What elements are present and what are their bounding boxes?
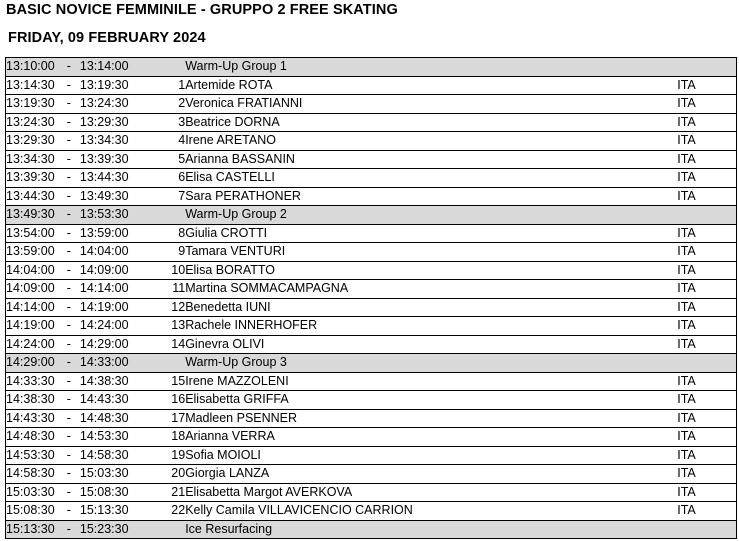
schedule-skater-row [6, 243, 737, 262]
time-separator: - [67, 317, 80, 336]
skater-name: Giorgia LANZA [185, 465, 677, 484]
end-time: 13:19:30 [80, 76, 161, 95]
end-time: 15:23:30 [80, 520, 161, 539]
end-time: 14:58:30 [80, 446, 161, 465]
schedule-skater-row [6, 502, 737, 521]
nation: ITA [677, 243, 736, 262]
skater-name: Martina SOMMACAMPAGNA [185, 280, 677, 299]
start-number: 19 [161, 446, 185, 465]
nation: ITA [677, 261, 736, 280]
nation: ITA [677, 483, 736, 502]
skater-name: Irene ARETANO [185, 132, 677, 151]
skater-name: Giulia CROTTI [185, 224, 677, 243]
start-time: 13:29:30 [6, 132, 67, 151]
end-time: 13:24:30 [80, 95, 161, 114]
start-time: 13:49:30 [6, 206, 67, 225]
skater-name: Arianna BASSANIN [185, 150, 677, 169]
start-number: 14 [161, 335, 185, 354]
time-separator: - [67, 354, 80, 373]
schedule-group-row [6, 520, 737, 539]
group-label: Warm-Up Group 1 [185, 58, 677, 77]
start-number: 6 [161, 169, 185, 188]
skater-name: Elisabetta GRIFFA [185, 391, 677, 410]
nation: ITA [677, 502, 736, 521]
schedule-group-row [6, 354, 737, 373]
time-separator: - [67, 502, 80, 521]
time-separator: - [67, 280, 80, 299]
start-number [161, 58, 185, 77]
schedule-skater-row [6, 76, 737, 95]
schedule-skater-row [6, 298, 737, 317]
time-separator: - [67, 169, 80, 188]
nation: ITA [677, 95, 736, 114]
schedule-skater-row [6, 317, 737, 336]
skater-name: Elisa BORATTO [185, 261, 677, 280]
skater-name: Ginevra OLIVI [185, 335, 677, 354]
nation [677, 206, 736, 225]
start-number [161, 354, 185, 373]
nation [677, 520, 736, 539]
start-time: 15:08:30 [6, 502, 67, 521]
start-time: 13:10:00 [6, 58, 67, 77]
start-time: 13:39:30 [6, 169, 67, 188]
time-separator: - [67, 58, 80, 77]
schedule-skater-row [6, 132, 737, 151]
end-time: 14:33:00 [80, 354, 161, 373]
schedule-skater-row [6, 428, 737, 447]
start-number: 11 [161, 280, 185, 299]
schedule-skater-row [6, 224, 737, 243]
time-separator: - [67, 243, 80, 262]
start-time: 14:53:30 [6, 446, 67, 465]
end-time: 13:44:30 [80, 169, 161, 188]
start-number: 18 [161, 428, 185, 447]
skater-name: Sara PERATHONER [185, 187, 677, 206]
time-separator: - [67, 132, 80, 151]
schedule-skater-row [6, 150, 737, 169]
schedule-group-row [6, 58, 737, 77]
skater-name: Elisabetta Margot AVERKOVA [185, 483, 677, 502]
skater-name: Artemide ROTA [185, 76, 677, 95]
start-time: 14:09:00 [6, 280, 67, 299]
end-time: 14:14:00 [80, 280, 161, 299]
nation: ITA [677, 465, 736, 484]
schedule-skater-row [6, 335, 737, 354]
end-time: 14:48:30 [80, 409, 161, 428]
end-time: 14:43:30 [80, 391, 161, 410]
start-number: 7 [161, 187, 185, 206]
time-separator: - [67, 465, 80, 484]
start-number: 16 [161, 391, 185, 410]
end-time: 13:14:00 [80, 58, 161, 77]
start-time: 13:19:30 [6, 95, 67, 114]
start-number: 5 [161, 150, 185, 169]
end-time: 13:39:30 [80, 150, 161, 169]
time-separator: - [67, 428, 80, 447]
group-label: Warm-Up Group 3 [185, 354, 677, 373]
schedule-skater-row [6, 280, 737, 299]
start-time: 13:54:00 [6, 224, 67, 243]
time-separator: - [67, 150, 80, 169]
time-separator: - [67, 391, 80, 410]
nation: ITA [677, 317, 736, 336]
skater-name: Benedetta IUNI [185, 298, 677, 317]
start-number: 21 [161, 483, 185, 502]
end-time: 15:13:30 [80, 502, 161, 521]
end-time: 14:24:00 [80, 317, 161, 336]
time-separator: - [67, 335, 80, 354]
start-number: 20 [161, 465, 185, 484]
end-time: 13:49:30 [80, 187, 161, 206]
time-separator: - [67, 372, 80, 391]
time-separator: - [67, 298, 80, 317]
end-time: 14:29:00 [80, 335, 161, 354]
schedule-skater-row [6, 372, 737, 391]
start-number: 17 [161, 409, 185, 428]
start-time: 15:13:30 [6, 520, 67, 539]
time-separator: - [67, 446, 80, 465]
start-number: 12 [161, 298, 185, 317]
start-number: 15 [161, 372, 185, 391]
group-label: Ice Resurfacing [185, 520, 677, 539]
nation: ITA [677, 224, 736, 243]
schedule-skater-row [6, 169, 737, 188]
schedule-skater-row [6, 483, 737, 502]
time-separator: - [67, 187, 80, 206]
skater-name: Sofia MOIOLI [185, 446, 677, 465]
end-time: 13:59:00 [80, 224, 161, 243]
start-time: 13:59:00 [6, 243, 67, 262]
end-time: 13:29:30 [80, 113, 161, 132]
nation: ITA [677, 113, 736, 132]
nation: ITA [677, 132, 736, 151]
start-number: 9 [161, 243, 185, 262]
schedule-group-row [6, 206, 737, 225]
skater-name: Beatrice DORNA [185, 113, 677, 132]
nation: ITA [677, 298, 736, 317]
start-time: 15:03:30 [6, 483, 67, 502]
end-time: 13:34:30 [80, 132, 161, 151]
time-separator: - [67, 206, 80, 225]
nation: ITA [677, 150, 736, 169]
skater-name: Madleen PSENNER [185, 409, 677, 428]
start-time: 13:24:30 [6, 113, 67, 132]
schedule-skater-row [6, 465, 737, 484]
start-time: 14:48:30 [6, 428, 67, 447]
time-separator: - [67, 95, 80, 114]
skater-name: Rachele INNERHOFER [185, 317, 677, 336]
start-time: 14:58:30 [6, 465, 67, 484]
schedule-skater-row [6, 446, 737, 465]
start-number: 8 [161, 224, 185, 243]
nation: ITA [677, 372, 736, 391]
skater-name: Elisa CASTELLI [185, 169, 677, 188]
start-time: 13:44:30 [6, 187, 67, 206]
end-time: 14:09:00 [80, 261, 161, 280]
end-time: 14:38:30 [80, 372, 161, 391]
skater-name: Arianna VERRA [185, 428, 677, 447]
skater-name: Kelly Camila VILLAVICENCIO CARRION [185, 502, 677, 521]
start-number: 4 [161, 132, 185, 151]
schedule-skater-row [6, 95, 737, 114]
start-number: 3 [161, 113, 185, 132]
schedule-skater-row [6, 409, 737, 428]
nation: ITA [677, 446, 736, 465]
nation: ITA [677, 428, 736, 447]
nation [677, 58, 736, 77]
start-time: 14:04:00 [6, 261, 67, 280]
schedule-skater-row [6, 261, 737, 280]
start-time: 14:14:00 [6, 298, 67, 317]
schedule-table [5, 57, 737, 539]
skater-name: Veronica FRATIANNI [185, 95, 677, 114]
nation: ITA [677, 391, 736, 410]
group-label: Warm-Up Group 2 [185, 206, 677, 225]
nation: ITA [677, 409, 736, 428]
end-time: 14:04:00 [80, 243, 161, 262]
start-number: 22 [161, 502, 185, 521]
nation [677, 354, 736, 373]
start-time: 14:38:30 [6, 391, 67, 410]
time-separator: - [67, 409, 80, 428]
end-time: 15:03:30 [80, 465, 161, 484]
start-number: 10 [161, 261, 185, 280]
start-number: 2 [161, 95, 185, 114]
start-time: 13:34:30 [6, 150, 67, 169]
schedule-skater-row [6, 187, 737, 206]
start-time: 14:43:30 [6, 409, 67, 428]
start-number [161, 206, 185, 225]
skater-name: Irene MAZZOLENI [185, 372, 677, 391]
time-separator: - [67, 261, 80, 280]
schedule-skater-row [6, 391, 737, 410]
nation: ITA [677, 169, 736, 188]
end-time: 13:53:30 [80, 206, 161, 225]
nation: ITA [677, 335, 736, 354]
start-time: 14:19:00 [6, 317, 67, 336]
start-number: 1 [161, 76, 185, 95]
event-date: FRIDAY, 09 FEBRUARY 2024 [8, 30, 206, 46]
time-separator: - [67, 224, 80, 243]
end-time: 15:08:30 [80, 483, 161, 502]
nation: ITA [677, 187, 736, 206]
schedule-body [6, 58, 737, 539]
start-time: 14:33:30 [6, 372, 67, 391]
schedule-skater-row [6, 113, 737, 132]
time-separator: - [67, 76, 80, 95]
nation: ITA [677, 76, 736, 95]
time-separator: - [67, 483, 80, 502]
end-time: 14:19:00 [80, 298, 161, 317]
time-separator: - [67, 113, 80, 132]
start-time: 14:29:00 [6, 354, 67, 373]
start-number [161, 520, 185, 539]
skater-name: Tamara VENTURI [185, 243, 677, 262]
end-time: 14:53:30 [80, 428, 161, 447]
time-separator: - [67, 520, 80, 539]
start-time: 14:24:00 [6, 335, 67, 354]
start-time: 13:14:30 [6, 76, 67, 95]
page-title: BASIC NOVICE FEMMINILE - GRUPPO 2 FREE SKATING [6, 2, 398, 18]
nation: ITA [677, 280, 736, 299]
start-number: 13 [161, 317, 185, 336]
